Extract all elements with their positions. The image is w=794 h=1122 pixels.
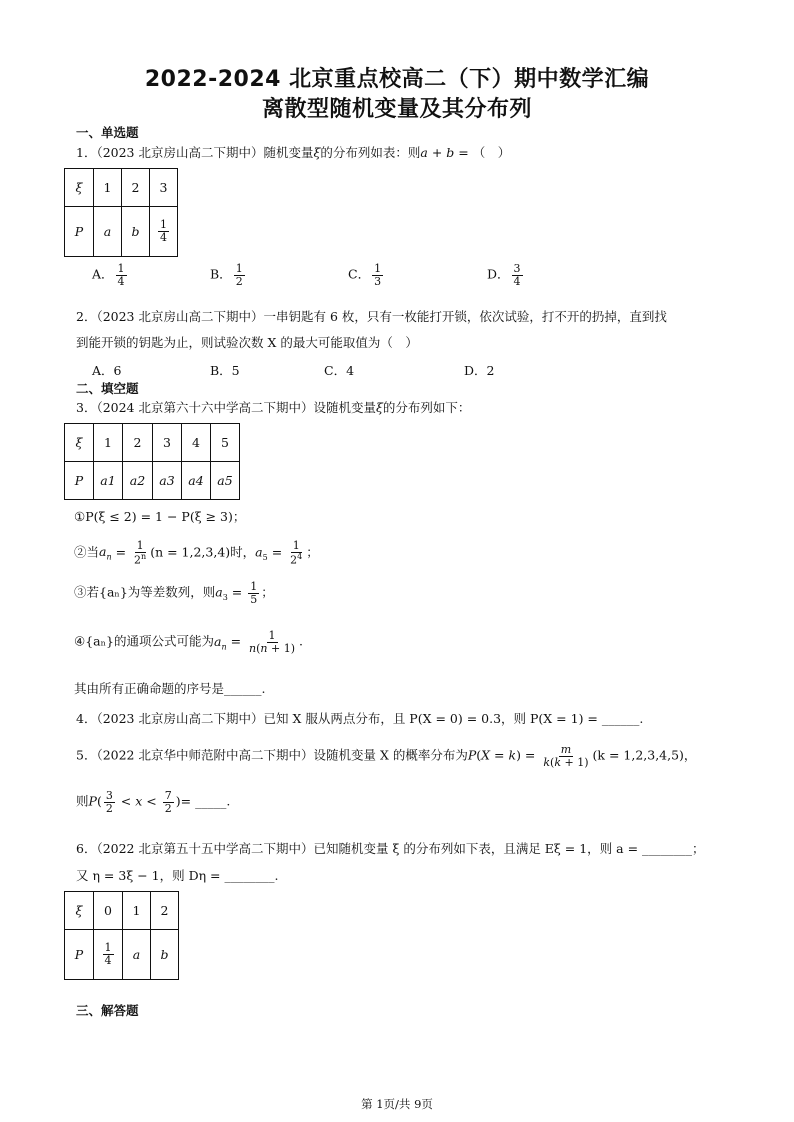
choice-c: C． $\frac{1}{3}$ <box>348 262 382 288</box>
table-cell: a2 <box>123 462 153 500</box>
table-cell: a5 <box>211 462 240 500</box>
table-cell: ξ <box>65 424 94 462</box>
table-cell: ξ <box>65 169 94 207</box>
table-cell: 1 <box>94 424 123 462</box>
table-cell: ξ <box>65 892 94 930</box>
table-cell: P <box>65 462 94 500</box>
question-1-text-b: 的分布列如表：则 <box>320 145 421 160</box>
table-cell: P <box>65 930 94 980</box>
table-cell: $\frac{1}{4}$ <box>94 930 123 980</box>
question-1-text-c: （ ） <box>472 145 511 160</box>
choice-b: B． $\frac{1}{2}$ <box>210 262 243 288</box>
choice-d: D． $\frac{3}{4}$ <box>487 262 521 288</box>
table-cell: a4 <box>182 462 211 500</box>
page-footer: 第 1页/共 9页 <box>361 1097 433 1111</box>
section-heading-single-choice: 一、单选题 <box>76 125 139 140</box>
question-6-line-2: 又 η = 3ξ − 1，则 Dη = ________. <box>76 868 279 883</box>
section-heading-fill-blank: 二、填空题 <box>76 381 139 396</box>
question-1: 1．（2023 北京房山高二下期中）随机变量ξ的分布列如表：则a + b = （ ） <box>76 145 511 160</box>
question-1-distribution-table <box>64 168 178 257</box>
table-cell: a3 <box>153 462 182 500</box>
title-line-1: 2022-2024 北京重点校高二（下）期中数学汇编 <box>144 67 650 92</box>
choice-c: C．4 <box>324 363 355 378</box>
proposition-1: ①P(ξ ≤ 2) = 1 − P(ξ ≥ 3)； <box>74 509 246 524</box>
proposition-2: ②当$a_n$ = $\frac{1}{2^n}$ (n = 1,2,3,4)时，$a_5$ = $\frac{1}{2^4}$ ； <box>74 539 319 567</box>
table-cell: 1 <box>123 892 151 930</box>
table-cell: 3 <box>153 424 182 462</box>
choice-a: A．6 <box>92 363 122 378</box>
section-heading-solutions: 三、解答题 <box>76 1003 139 1018</box>
question-6-line-1: 6．（2022 北京第五十五中学高二下期中）已知随机变量 ξ 的分布列如下表，且满足 Eξ = 1，则 a = ________； <box>76 841 705 856</box>
table-cell: a <box>123 930 151 980</box>
question-2-line-1: 2．（2023 北京房山高二下期中）一串钥匙有 6 枚，只有一枚能打开锁，依次试验，打不开的扔掉，直到找 <box>76 309 667 324</box>
choice-b: B．5 <box>210 363 240 378</box>
table-cell: 2 <box>123 424 153 462</box>
question-3: 3．（2024 北京第六十六中学高二下期中）设随机变量ξ的分布列如下： <box>76 400 471 415</box>
question-6-distribution-table <box>64 891 179 980</box>
title-line-2: 离散型随机变量及其分布列 <box>261 97 532 122</box>
table-cell: 5 <box>211 424 240 462</box>
question-5-line-2: 则P( $\frac{3}{2}$ < x < $\frac{7}{2}$ )= _____. <box>76 789 231 815</box>
question-1-text-a: 1．（2023 北京房山高二下期中）随机变量 <box>76 145 314 160</box>
table-cell: 2 <box>122 169 150 207</box>
question-5-line-1: 5．（2022 北京华中师范附中高二下期中）设随机变量 X 的概率分布为P(X = k) = $\frac{m}{k(k + 1)}$ (k = 1,2,3,4,5)， <box>76 743 697 769</box>
table-cell: a <box>94 207 122 257</box>
question-2-line-2: 到能开锁的钥匙为止，则试验次数 X 的最大可能取值为（ ） <box>76 335 418 350</box>
table-cell: 2 <box>151 892 179 930</box>
table-cell: 3 <box>150 169 178 207</box>
choice-a: A． $\frac{1}{4}$ <box>92 262 125 288</box>
table-cell: b <box>122 207 150 257</box>
question-3-conclusion: 其由所有正确命题的序号是______. <box>74 681 266 696</box>
table-cell: P <box>65 207 94 257</box>
question-3-distribution-table <box>64 423 240 500</box>
choice-d: D．2 <box>464 363 495 378</box>
table-cell: b <box>151 930 179 980</box>
table-cell: a1 <box>94 462 123 500</box>
proposition-3: ③若{aₙ}为等差数列，则$a_3$ = $\frac{1}{5}$ ； <box>74 580 274 606</box>
table-cell: 4 <box>182 424 211 462</box>
table-cell: 1 <box>94 169 122 207</box>
question-4: 4．（2023 北京房山高二下期中）已知 X 服从两点分布，且 P(X = 0) = 0.3，则 P(X = 1) = ______. <box>76 711 644 726</box>
table-cell: $\frac{1}{4}$ <box>150 207 178 257</box>
table-cell: 0 <box>94 892 123 930</box>
proposition-4: ④{aₙ}的通项公式可能为$a_n$ = $\frac{1}{n(n + 1)}$ . <box>74 629 303 655</box>
